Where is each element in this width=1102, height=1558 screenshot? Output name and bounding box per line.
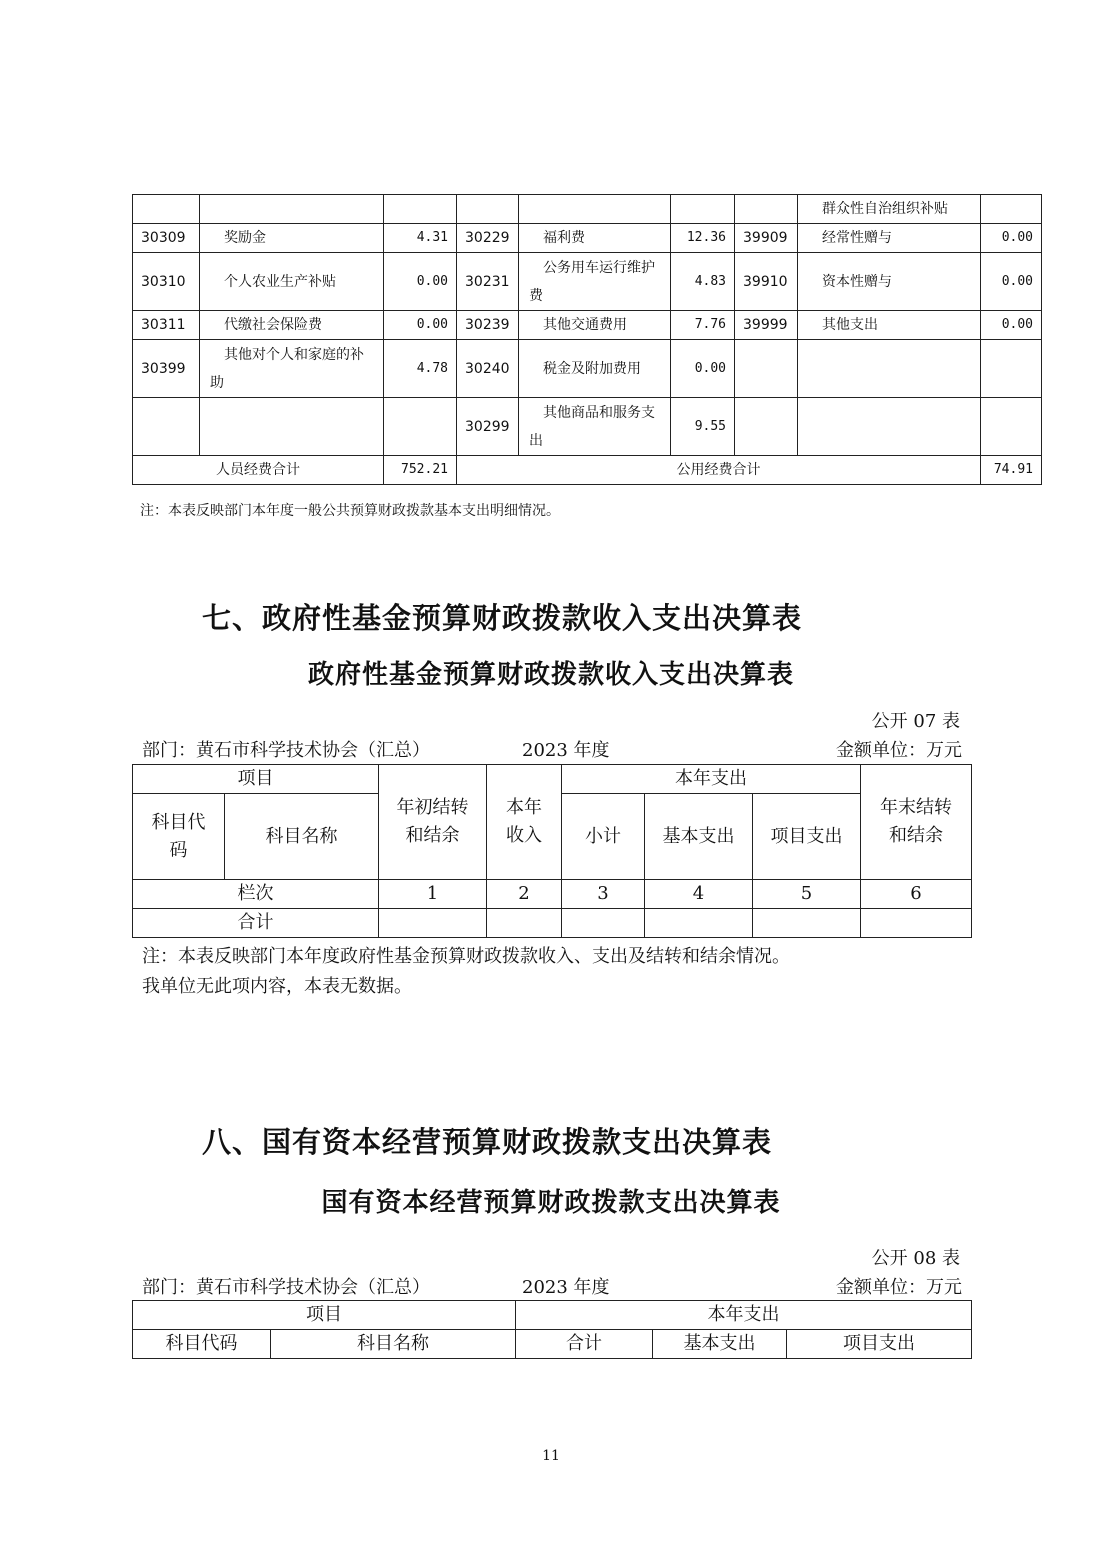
section8-form-number: 公开 08 表 <box>871 1248 960 1269</box>
column-number: 1 <box>379 880 487 909</box>
table6-note: 注：本表反映部门本年度一般公共预算财政拨款基本支出明细情况。 <box>140 503 560 519</box>
amount-cell: 4.83 <box>671 253 735 311</box>
amount-cell: 4.31 <box>384 224 457 253</box>
section7-no-data-note: 我单位无此项内容，本表无数据。 <box>142 976 412 997</box>
column-number: 3 <box>562 880 645 909</box>
section7-heading: 七、政府性基金预算财政拨款收入支出决算表 <box>202 601 803 635</box>
econ-name-cell: 奖励金 <box>200 224 384 253</box>
section8-unit: 金额单位：万元 <box>836 1277 962 1298</box>
header-project: 项目 <box>133 1301 516 1330</box>
table-row <box>133 398 1042 456</box>
econ-name-cell: 经常性赠与 <box>798 224 981 253</box>
econ-code-cell: 30299 <box>457 398 519 456</box>
table-row <box>133 224 1042 253</box>
econ-name-cell <box>200 398 384 456</box>
header-subtotal: 小计 <box>562 794 645 880</box>
econ-name-cell <box>200 195 384 224</box>
econ-code-cell: 30311 <box>133 311 200 340</box>
econ-name-cell: 其他对个人和家庭的补助 <box>200 340 384 398</box>
header-item: 项目支出 <box>753 794 861 880</box>
public-total-value: 74.91 <box>981 456 1042 485</box>
amount-cell: 12.36 <box>671 224 735 253</box>
table-row <box>133 311 1042 340</box>
public-total-label: 公用经费合计 <box>457 456 981 485</box>
section7-form-number: 公开 07 表 <box>871 711 960 732</box>
amount-cell: 0.00 <box>671 340 735 398</box>
amount-cell <box>384 398 457 456</box>
section7-note: 注：本表反映部门本年度政府性基金预算财政拨款收入、支出及结转和结余情况。 <box>142 946 790 967</box>
econ-code-cell: 39909 <box>735 224 798 253</box>
header-expense: 本年支出 <box>516 1301 972 1330</box>
column-number: 4 <box>645 880 753 909</box>
econ-name-cell: 税金及附加费用 <box>519 340 671 398</box>
header-code: 科目代码 <box>133 1330 271 1359</box>
econ-code-cell: 30310 <box>133 253 200 311</box>
column-number: 2 <box>487 880 562 909</box>
econ-name-cell: 其他交通费用 <box>519 311 671 340</box>
amount-cell: 0.00 <box>981 253 1042 311</box>
econ-name-cell: 福利费 <box>519 224 671 253</box>
amount-cell <box>981 398 1042 456</box>
econ-code-cell: 30309 <box>133 224 200 253</box>
econ-code-cell <box>735 398 798 456</box>
econ-code-cell <box>735 340 798 398</box>
header-name: 科目名称 <box>271 1330 516 1359</box>
total-cell <box>379 909 487 938</box>
econ-name-cell: 其他支出 <box>798 311 981 340</box>
state-capital-table <box>132 1300 972 1359</box>
amount-cell: 0.00 <box>384 253 457 311</box>
amount-cell <box>981 195 1042 224</box>
amount-cell: 0.00 <box>384 311 457 340</box>
column-number: 6 <box>861 880 972 909</box>
amount-cell <box>981 340 1042 398</box>
government-fund-table <box>132 764 972 938</box>
header-project: 项目 <box>133 765 379 794</box>
econ-code-cell: 39999 <box>735 311 798 340</box>
header-carry-begin: 年初结转和结余 <box>379 765 487 880</box>
total-cell <box>562 909 645 938</box>
total-cell <box>645 909 753 938</box>
econ-name-cell: 公务用车运行维护费 <box>519 253 671 311</box>
header-expense: 本年支出 <box>562 765 861 794</box>
personnel-total-label: 人员经费合计 <box>133 456 384 485</box>
row-index-label: 栏次 <box>133 880 379 909</box>
amount-cell <box>671 195 735 224</box>
section8-table-title: 国有资本经营预算财政拨款支出决算表 <box>321 1188 781 1218</box>
header-item: 项目支出 <box>787 1330 972 1359</box>
econ-code-cell: 30231 <box>457 253 519 311</box>
total-cell <box>487 909 562 938</box>
econ-name-cell: 群众性自治组织补贴 <box>798 195 981 224</box>
econ-name-cell <box>798 340 981 398</box>
header-carry-end: 年末结转和结余 <box>861 765 972 880</box>
header-total: 合计 <box>516 1330 653 1359</box>
personnel-total-value: 752.21 <box>384 456 457 485</box>
header-income: 本年收入 <box>487 765 562 880</box>
header-basic: 基本支出 <box>645 794 753 880</box>
section8-year: 2023 年度 <box>522 1277 610 1298</box>
table-row <box>133 340 1042 398</box>
econ-code-cell: 30240 <box>457 340 519 398</box>
total-cell <box>861 909 972 938</box>
section7-department: 部门：黄石市科学技术协会（汇总） <box>142 740 430 761</box>
econ-name-cell: 个人农业生产补贴 <box>200 253 384 311</box>
econ-name-cell: 其他商品和服务支出 <box>519 398 671 456</box>
econ-code-cell: 30399 <box>133 340 200 398</box>
econ-name-cell: 代缴社会保险费 <box>200 311 384 340</box>
column-number: 5 <box>753 880 861 909</box>
econ-name-cell <box>519 195 671 224</box>
amount-cell: 4.78 <box>384 340 457 398</box>
econ-name-cell: 资本性赠与 <box>798 253 981 311</box>
econ-code-cell: 39910 <box>735 253 798 311</box>
econ-code-cell <box>457 195 519 224</box>
amount-cell: 0.00 <box>981 224 1042 253</box>
amount-cell: 9.55 <box>671 398 735 456</box>
header-name: 科目名称 <box>225 794 379 880</box>
econ-name-cell <box>798 398 981 456</box>
section7-table-title: 政府性基金预算财政拨款收入支出决算表 <box>307 660 794 690</box>
basic-expenditure-detail-table <box>132 194 1042 485</box>
table-row <box>133 195 1042 224</box>
section8-department: 部门：黄石市科学技术协会（汇总） <box>142 1277 430 1298</box>
amount-cell: 7.76 <box>671 311 735 340</box>
header-basic: 基本支出 <box>653 1330 787 1359</box>
section7-year: 2023 年度 <box>522 740 610 761</box>
amount-cell <box>384 195 457 224</box>
total-cell <box>753 909 861 938</box>
amount-cell: 0.00 <box>981 311 1042 340</box>
econ-code-cell <box>133 398 200 456</box>
econ-code-cell <box>735 195 798 224</box>
total-row-label: 合计 <box>133 909 379 938</box>
section7-meta-line <box>142 736 962 762</box>
section8-heading: 八、国有资本经营预算财政拨款支出决算表 <box>202 1125 773 1159</box>
econ-code-cell: 30239 <box>457 311 519 340</box>
table-row <box>133 253 1042 311</box>
section7-unit: 金额单位：万元 <box>836 740 962 761</box>
econ-code-cell <box>133 195 200 224</box>
header-code: 科目代码 <box>133 794 225 880</box>
page-number: 11 <box>542 1448 560 1464</box>
econ-code-cell: 30229 <box>457 224 519 253</box>
section8-meta-line <box>142 1273 962 1299</box>
